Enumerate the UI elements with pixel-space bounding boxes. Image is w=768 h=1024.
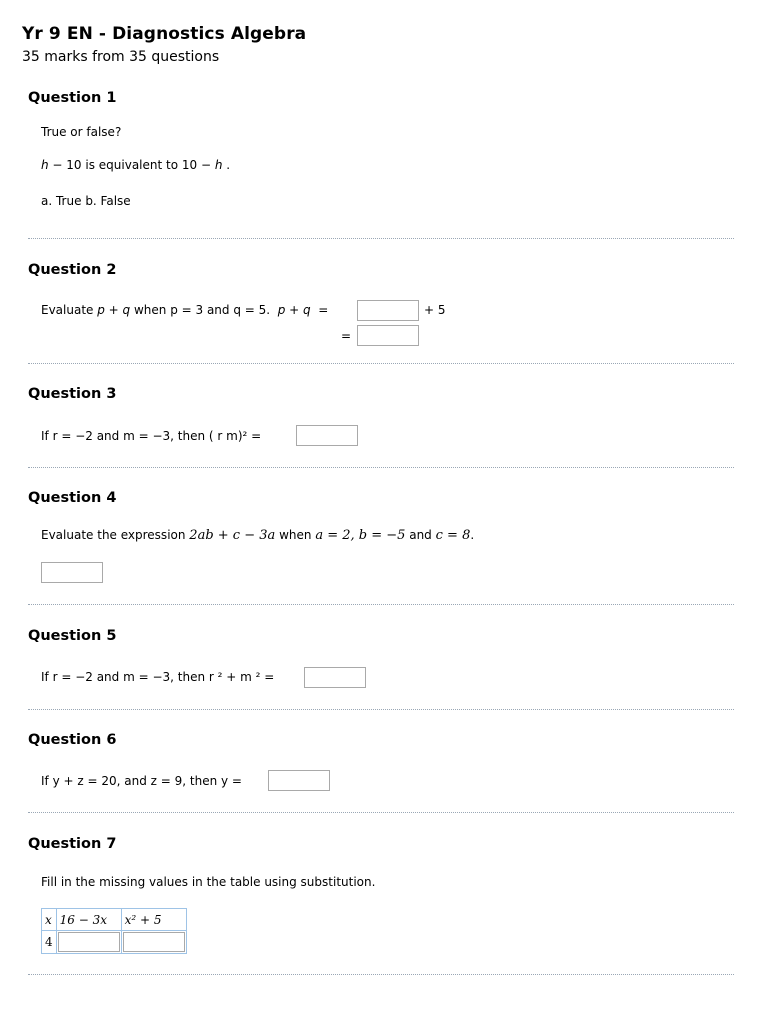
statement-text: − 10 is equivalent to 10 − — [48, 158, 215, 172]
question-title: Question 3 — [28, 386, 117, 402]
divider — [28, 604, 734, 605]
question-title: Question 5 — [28, 628, 117, 644]
question-statement — [41, 528, 474, 543]
divider — [28, 238, 734, 239]
question-title: Question 2 — [28, 262, 117, 278]
table-row — [42, 931, 187, 954]
question-2 — [28, 262, 734, 278]
statement-end: . — [470, 528, 475, 542]
plus-five: + 5 — [424, 303, 446, 317]
question-4 — [28, 490, 734, 506]
question-statement — [41, 303, 328, 317]
answer-input[interactable] — [357, 300, 419, 321]
worksheet-subtitle: 35 marks from 35 questions — [22, 49, 220, 65]
statement-text: Evaluate — [41, 303, 98, 317]
math-var: h — [41, 158, 49, 172]
worksheet-title: Yr 9 EN - Diagnostics Algebra — [22, 24, 307, 44]
divider — [28, 467, 734, 468]
substitution-table — [41, 908, 187, 954]
divider — [28, 812, 734, 813]
answer-options — [28, 194, 734, 208]
option-true[interactable]: a. True — [41, 194, 82, 208]
question-3 — [28, 386, 734, 402]
table-header: x — [42, 909, 57, 931]
answer-input[interactable] — [296, 425, 358, 446]
question-title: Question 1 — [28, 90, 117, 106]
table-header-row — [42, 909, 187, 931]
worksheet-header — [22, 24, 306, 65]
table-cell-x: 4 — [42, 931, 57, 954]
question-statement — [28, 158, 734, 172]
math-condition: a = 2, b = −5 — [315, 528, 406, 543]
divider — [28, 974, 734, 975]
answer-input[interactable] — [304, 667, 366, 688]
table-header: 16 − 3x — [56, 909, 121, 931]
divider — [28, 709, 734, 710]
question-5 — [28, 628, 734, 644]
statement-text: when — [275, 528, 316, 542]
question-statement: If y + z = 20, and z = 9, then y = — [41, 774, 242, 788]
question-title: Question 4 — [28, 490, 117, 506]
statement-text: Evaluate the expression — [41, 528, 190, 542]
question-7 — [28, 836, 734, 852]
table-cell-input — [56, 931, 121, 954]
divider — [28, 363, 734, 364]
answer-input[interactable] — [357, 325, 419, 346]
question-title: Question 6 — [28, 732, 117, 748]
question-6 — [28, 732, 734, 748]
math-expression: p + q — [277, 303, 311, 317]
question-statement: If r = −2 and m = −3, then ( r m)² = — [41, 429, 262, 443]
option-false[interactable]: b. False — [85, 194, 131, 208]
statement-text: when — [130, 303, 171, 317]
statement-end: . — [222, 158, 231, 172]
math-var: h — [214, 158, 223, 172]
statement-condition: p = 3 and q = 5. — [170, 303, 271, 317]
math-condition: c = 8 — [435, 528, 471, 543]
question-prompt: Fill in the missing values in the table using substitution. — [41, 875, 376, 889]
statement-text: and — [405, 528, 436, 542]
equals-sign: = — [318, 303, 329, 317]
table-header: x² + 5 — [121, 909, 186, 931]
answer-input[interactable] — [123, 932, 185, 952]
answer-input[interactable] — [41, 562, 103, 583]
question-1 — [28, 90, 734, 208]
question-title: Question 7 — [28, 836, 117, 852]
answer-input[interactable] — [268, 770, 330, 791]
question-statement: If r = −2 and m = −3, then r ² + m ² = — [41, 670, 275, 684]
question-prompt: True or false? — [41, 125, 122, 139]
answer-input[interactable] — [58, 932, 120, 952]
math-expression: p + q — [97, 303, 131, 317]
math-expression: 2ab + c − 3a — [189, 528, 276, 543]
equals-sign: = — [341, 329, 352, 343]
table-cell-input — [121, 931, 186, 954]
